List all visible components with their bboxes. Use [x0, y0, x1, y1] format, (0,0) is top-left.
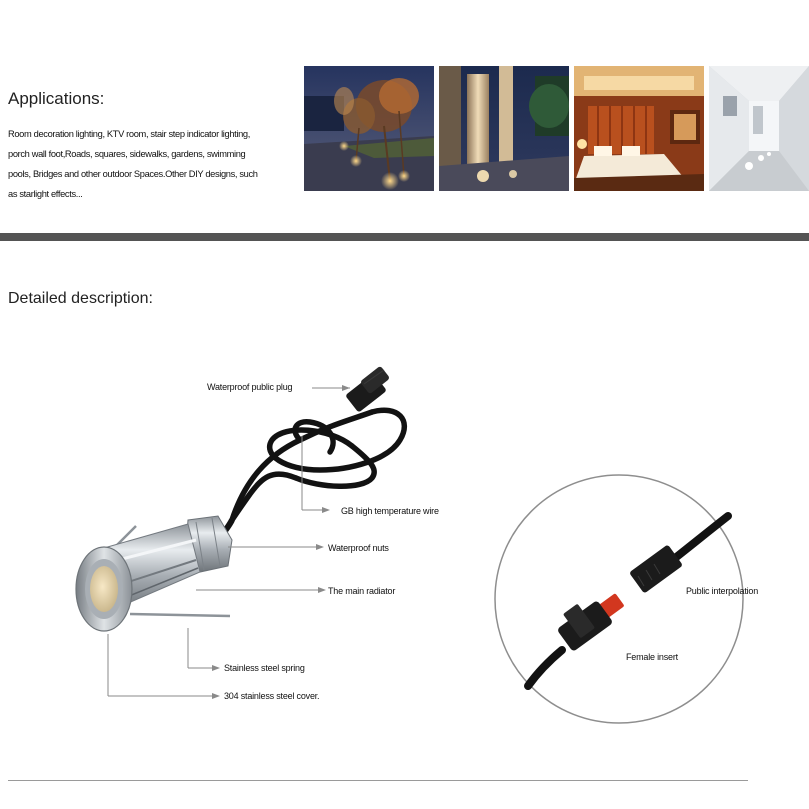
callout-main-radiator: The main radiator [328, 586, 396, 596]
callout-waterproof-plug: Waterproof public plug [207, 382, 293, 392]
callout-wire: GB high temperature wire [341, 506, 439, 516]
bottom-rule [8, 780, 748, 781]
detail-heading: Detailed description: [8, 290, 153, 307]
connector-detail-circle [495, 475, 743, 723]
applications-heading: Applications: [8, 89, 105, 108]
callout-stainless-spring: Stainless steel spring [224, 663, 305, 673]
applications-line: porch wall foot,Roads, squares, sidewalks, gardens, swimming [8, 149, 246, 159]
callout-steel-cover: 304 stainless steel cover. [224, 691, 320, 701]
steel-cover-icon [76, 547, 132, 631]
applications-line: as starlight effects... [8, 189, 83, 199]
applications-line: Room decoration lighting, KTV room, stair step indicator lighting, [8, 129, 250, 139]
callout-public-interpolation: Public interpolation [686, 586, 759, 596]
waterproof-plug-icon [345, 366, 390, 413]
callout-waterproof-nuts: Waterproof nuts [328, 543, 389, 553]
applications-line: pools, Bridges and other outdoor Spaces.Other DIY designs, such [8, 169, 258, 179]
cable-coil [232, 410, 404, 520]
callout-female-insert: Female insert [626, 652, 678, 662]
